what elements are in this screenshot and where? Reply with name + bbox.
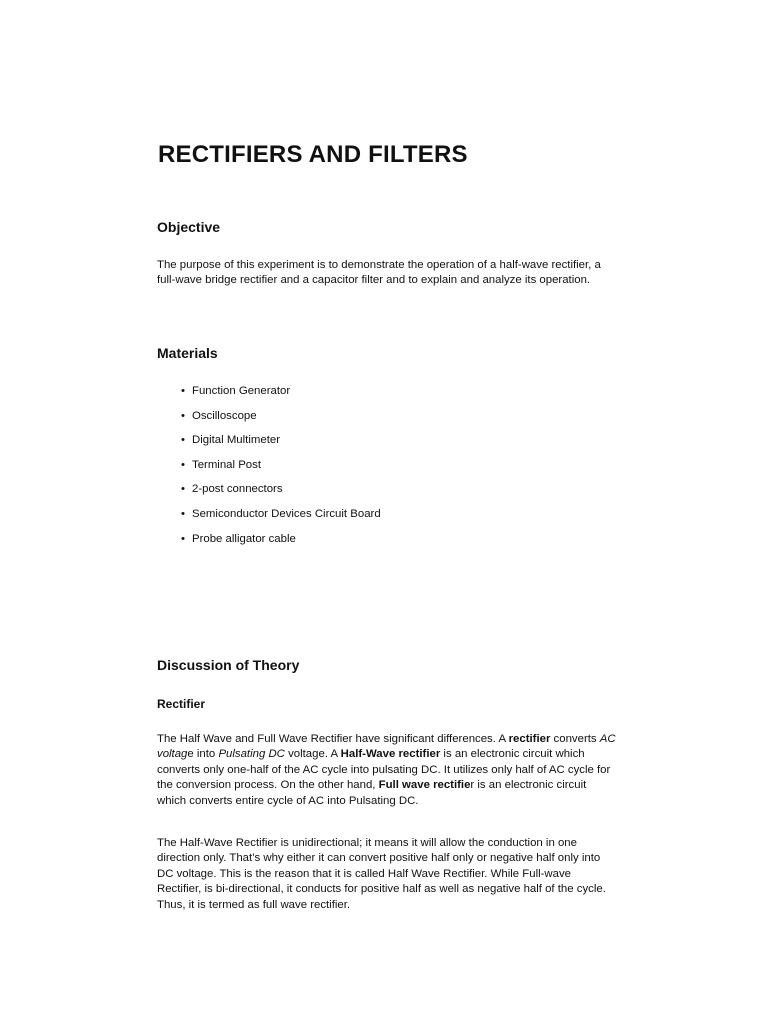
bullet-icon: • bbox=[181, 409, 185, 422]
materials-list bbox=[180, 383, 381, 555]
theory-paragraph-1: The Half Wave and Full Wave Rectifier have significant differences. A rectifier converts AC voltage into Pulsating DC voltage. A Half-Wave rectifier is an electronic circuit which converts only one-half of the AC cycle into pulsating DC. It utilizes only half of AC cycle for the conversion process. On the other hand, Full wave rectifier is an electronic circuit which converts entire cycle of AC into Pulsating DC. bbox=[157, 733, 616, 807]
bullet-icon: • bbox=[181, 458, 185, 471]
bullet-icon: • bbox=[181, 385, 185, 397]
bullet-icon: • bbox=[181, 507, 185, 520]
list-item bbox=[180, 383, 381, 408]
list-item bbox=[180, 481, 381, 506]
term-full-wave-rectifier: Full wave rectifie bbox=[378, 779, 471, 792]
material-label: Semiconductor Devices Circuit Board bbox=[192, 507, 381, 520]
term-rectifier: rectifier bbox=[508, 733, 551, 745]
list-item bbox=[180, 408, 381, 433]
theory-heading: Discussion of Theory bbox=[157, 657, 300, 673]
bullet-icon: • bbox=[181, 483, 185, 496]
material-label: 2-post connectors bbox=[192, 483, 283, 496]
bullet-icon: • bbox=[181, 434, 185, 447]
term-half-wave-rectifier: Half-Wave rectifier bbox=[340, 748, 441, 761]
material-label: Digital Multimeter bbox=[192, 434, 280, 447]
list-item bbox=[180, 506, 381, 531]
list-item bbox=[180, 457, 381, 482]
objective-heading: Objective bbox=[157, 219, 221, 235]
document-title: RECTIFIERS AND FILTERS bbox=[158, 141, 468, 168]
list-item bbox=[180, 531, 381, 556]
bullet-icon: • bbox=[181, 532, 185, 545]
material-label: Function Generator bbox=[192, 385, 291, 397]
material-label: Probe alligator cable bbox=[192, 532, 296, 545]
term-pulsating-dc: Pulsating DC bbox=[218, 748, 285, 761]
list-item bbox=[180, 432, 381, 457]
rectifier-subheading: Rectifier bbox=[157, 697, 206, 711]
theory-paragraph-2: The Half-Wave Rectifier is unidirectional; it means it will allow the conduction in one direction only. That’s why either it can convert positive half only or negative half only into DC voltage. This is the reason that it is called Half Wave Rectifier. While Full-wave Rectifier, is bi-directional, it conducts for positive half as well as negative half of the cycle. Thus, it is termed as full wave rectifier. bbox=[157, 837, 606, 911]
material-label: Terminal Post bbox=[192, 458, 261, 471]
materials-heading: Materials bbox=[157, 345, 218, 361]
material-label: Oscilloscope bbox=[192, 409, 257, 422]
objective-text: The purpose of this experiment is to demonstrate the operation of a half-wave rectifier, a full-wave bridge rectifier and a capacitor filter and to explain and analyze its operation. bbox=[157, 259, 601, 287]
term-ac-voltage: AC voltag bbox=[157, 733, 616, 761]
